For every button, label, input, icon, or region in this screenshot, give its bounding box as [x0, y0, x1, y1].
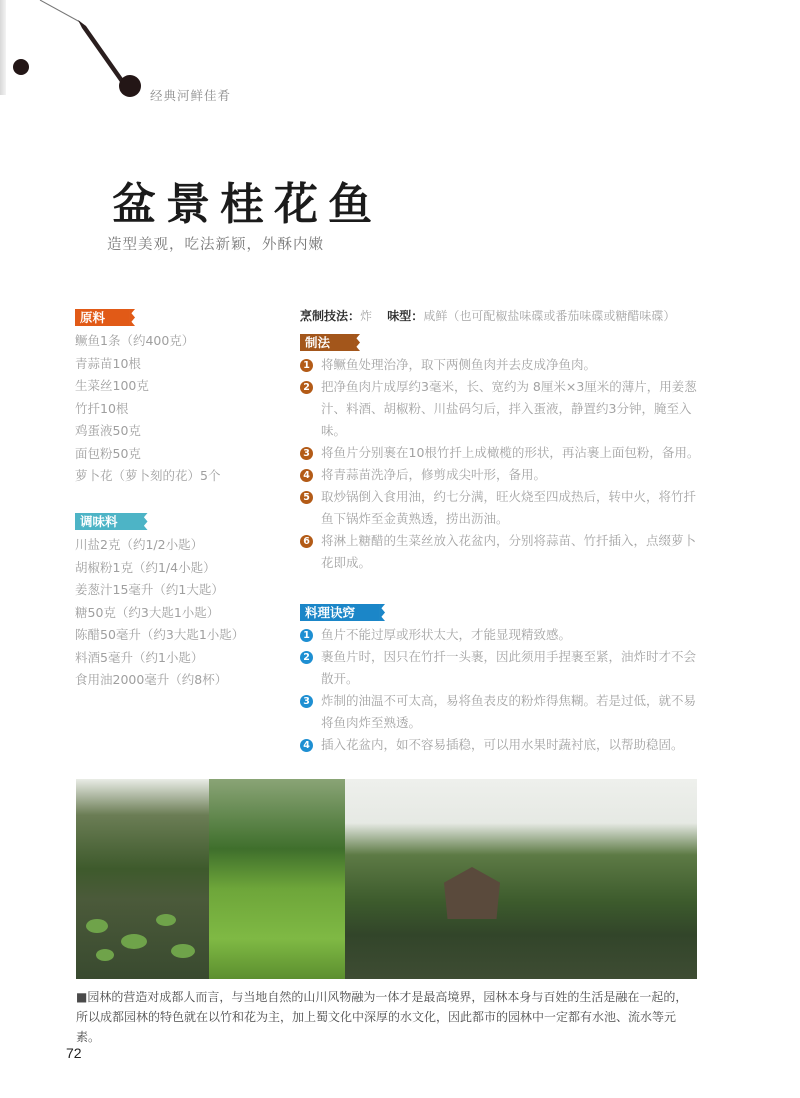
- photo-caption: ■园林的营造对成都人而言，与当地自然的山川风物融为一体才是最高境界，园林本身与百姓的生活是融在一起的，所以成都园林的特色就在以竹和花为主，加上蜀文化中深厚的水文化，因此都市的园林中一定都有水池、流水等元素。: [76, 990, 688, 1044]
- recipe-title: 盆景桂花鱼: [112, 179, 382, 230]
- ingredient-item: 面包粉50克: [75, 445, 141, 461]
- seasoning-item: 糖50克（约3大匙1小匙）: [75, 604, 220, 620]
- step-text: 取炒锅倒入食用油，约七分满，旺火烧至四成热后，转中火，将竹扦鱼下锅炸至金黄熟透，捞出沥油。: [321, 489, 697, 526]
- flavor-value: 咸鲜（也可配椒盐味碟或番茄味碟或糖醋味碟）: [423, 309, 676, 323]
- method-tag: 制法: [300, 334, 354, 351]
- ingredient-item: 萝卜花（萝卜刻的花）5个: [75, 468, 221, 483]
- photo-pavilion-pond: [345, 779, 697, 979]
- step-number-icon: 1: [300, 359, 313, 372]
- ingredients-list: [75, 330, 285, 488]
- step-text: 将鱼片分别裹在10根竹扦上成橄榄的形状，再沾裹上面包粉，备用。: [321, 445, 700, 460]
- technique-label: 烹制技法：: [300, 309, 361, 323]
- tip-text: 裹鱼片时，因只在竹扦一头裹，因此须用手捏裹至紧，油炸时才不会散开。: [321, 649, 697, 686]
- method-step: [300, 464, 700, 486]
- method-step: [300, 486, 700, 530]
- seasoning-item: 姜葱汁15毫升（约1大匙）: [75, 582, 224, 597]
- step-text: 将淋上糖醋的生菜丝放入花盆内，分别将蒜苗、竹扦插入，点缀萝卜花即成。: [321, 533, 697, 570]
- seasoning-tag: 调味料: [75, 513, 142, 530]
- tip-number-icon: 3: [300, 695, 313, 708]
- lily-pad-shape: [96, 949, 114, 961]
- lily-pad-shape: [156, 914, 176, 926]
- tip-number-icon: 4: [300, 739, 313, 752]
- photo-pagoda-reeds: [209, 779, 345, 979]
- seasoning-item: 胡椒粉1克（约1/4小匙）: [75, 559, 216, 575]
- tip-number-icon: 2: [300, 651, 313, 664]
- garden-photo-strip: [76, 779, 697, 979]
- photo-garden-pond: [76, 779, 209, 979]
- pavilion-shape: [437, 867, 507, 919]
- seasoning-item: 料酒5毫升（约1小匙）: [75, 649, 204, 665]
- method-step: [300, 354, 700, 376]
- ingredient-item: 鸡蛋液50克: [75, 423, 141, 438]
- step-number-icon: 4: [300, 469, 313, 482]
- recipe-subtitle: 造型美观，吃法新颖，外酥内嫩: [107, 237, 324, 253]
- section-label: 经典河鲜佳肴: [150, 88, 232, 103]
- method-step: [300, 442, 700, 464]
- tip-text: 炸制的油温不可太高，易将鱼表皮的粉炸得焦糊。若是过低，就不易将鱼肉炸至熟透。: [321, 693, 697, 730]
- ingredients-section: [75, 307, 285, 488]
- method-section: [300, 332, 700, 574]
- step-text: 将鳜鱼处理治净，取下两侧鱼肉并去皮成净鱼肉。: [321, 357, 597, 372]
- seasoning-item: 食用油2000毫升（约8杯）: [75, 672, 228, 687]
- tip-item: [300, 646, 700, 690]
- method-step: [300, 530, 700, 574]
- tip-item: [300, 624, 700, 646]
- step-text: 把净鱼肉片成厚约3毫米，长、宽约为 8厘米×3厘米的薄片，用姜葱汁、料酒、胡椒粉、川盐码匀后，拌入蛋液，静置约3分钟，腌至入味。: [321, 379, 697, 438]
- tip-text: 鱼片不能过厚或形状太大，才能显现精致感。: [321, 627, 572, 642]
- seasoning-item: 陈醋50毫升（约3大匙1小匙）: [75, 627, 245, 642]
- step-number-icon: 2: [300, 381, 313, 394]
- seasoning-section: [75, 511, 285, 692]
- flavor-label: 味型：: [387, 309, 424, 323]
- ingredient-item: 鳜鱼1条（约400克）: [75, 333, 195, 348]
- ingredients-tag: 原料: [75, 309, 129, 326]
- seasoning-list: [75, 534, 285, 692]
- tip-item: [300, 690, 700, 734]
- lily-pad-shape: [121, 934, 147, 949]
- cooking-meta: [300, 307, 675, 324]
- step-number-icon: 5: [300, 491, 313, 504]
- ingredient-item: 生菜丝100克: [75, 378, 149, 393]
- lily-pad-shape: [86, 919, 108, 933]
- technique-value: 炸: [360, 309, 373, 323]
- ink-brush-decoration: [0, 0, 160, 110]
- page-number: 72: [66, 1045, 82, 1061]
- tip-item: [300, 734, 700, 756]
- step-number-icon: 3: [300, 447, 313, 460]
- tip-text: 插入花盆内，如不容易插稳，可以用水果时蔬衬底，以帮助稳固。: [321, 737, 684, 752]
- tips-section: [300, 602, 700, 756]
- tip-number-icon: 1: [300, 629, 313, 642]
- step-number-icon: 6: [300, 535, 313, 548]
- ingredient-item: 青蒜苗10根: [75, 355, 141, 371]
- tips-tag: 料理诀窍: [300, 604, 379, 621]
- step-text: 将青蒜苗洗净后，修剪成尖叶形，备用。: [321, 467, 547, 482]
- lily-pad-shape: [171, 944, 195, 958]
- method-step: [300, 376, 700, 442]
- ingredient-item: 竹扦10根: [75, 400, 129, 416]
- seasoning-item: 川盐2克（约1/2小匙）: [75, 537, 204, 552]
